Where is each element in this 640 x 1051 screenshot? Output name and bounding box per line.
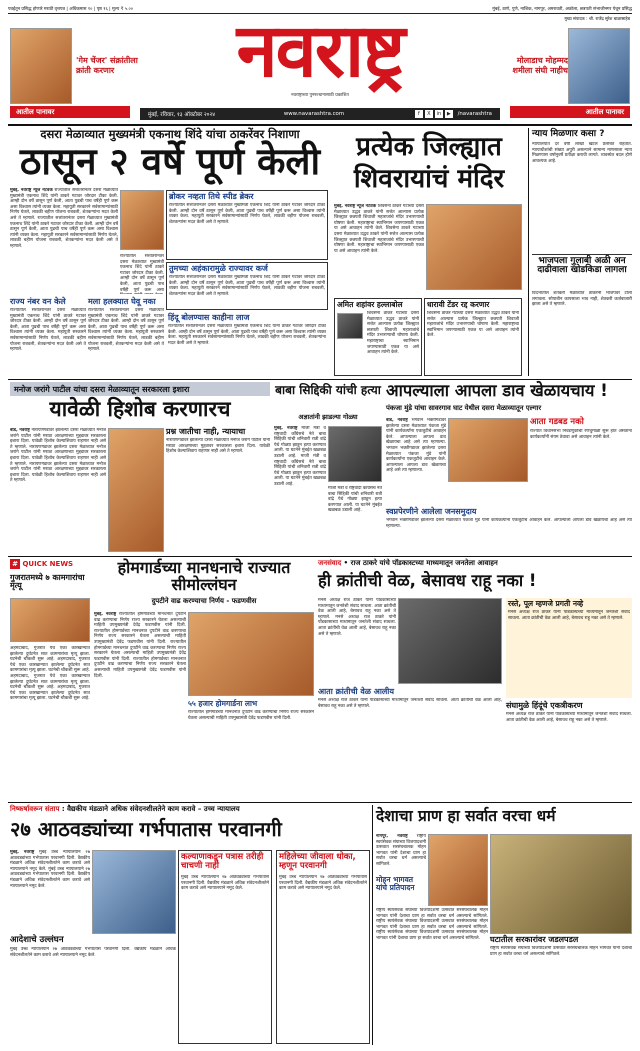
quicknews-headline[interactable]: गुजरातमध्ये ७ कामगारांचा मृत्यू <box>10 573 85 591</box>
raj-label: जनसंवाद <box>318 559 342 567</box>
left-promo-subtag[interactable]: आतील पानावर <box>10 106 130 118</box>
section-divider-2 <box>8 556 632 557</box>
website-link[interactable]: www.navarashtra.com <box>283 111 345 117</box>
raj-sub-story-1: आता क्रांतीची वेळ आलीय मनसे अध्यक्ष राज ठाकरे यांनी पॉडकास्टच्या माध्यमातून जनतेशी संवाद साधला. आता क्रांतीची वेळ आली आहे, बेसावध राहू नका असे ते म्हणाले. <box>318 687 502 709</box>
x-icon[interactable]: X <box>425 110 433 118</box>
topline-left: पवईतून प्रसिद्ध होणारे मराठी वृत्तपत्र | अधिकमास १० | पृष्ठ १६ | मूल्य ₹ ५.०० <box>8 6 134 12</box>
left-promo-text[interactable]: 'गेम चेंजर' संक्रांतीला क्रांती करणार <box>76 56 138 75</box>
homeguard-sub: दुपटीने वाढ करण्याचा निर्णय - फडणवीस <box>151 597 257 605</box>
lead-body-col2: राज्यातील सत्तांतरानंतर दसरा मेळाव्यात मुख्यमंत्री एकनाथ शिंदे यांनी ठाकरे गटावर जोरदार टीका केली. आम्ही दोन वर्षे ठासून पूर्ण केली, आता पुढची पाच वर्षेही पूर्ण करू असा <box>120 254 164 293</box>
lead-kicker: दसरा मेळाव्यात मुख्यमंत्री एकनाथ शिंदे यांचा ठाकरेंवर निशाणा <box>40 127 300 141</box>
box2-head: तुमच्या अहंकारामुळे राज्यावर कर्ज <box>169 264 268 273</box>
lead-byline: मुंबई, नवराष्ट्र न्यूज नेटवर्क <box>10 188 53 193</box>
siddiqui-sub: अज्ञातांनी झाडल्या गोळ्या <box>298 413 358 421</box>
rss-headline[interactable]: देशाचा प्राण हा सर्वात वरचा धर्म <box>376 807 556 825</box>
shivaray-headline-2[interactable]: शिवरायांचं मंदिर <box>353 164 505 194</box>
pankaja-body: बीड, नवराष्ट्र भगवान भक्तीगडावर झालेल्या दसरा मेळाव्यात पंकजा मुंडे यांनी कार्यकर्त्यांना एकजुटीचे आवाहन केले. आपल्याला आपला डाव खेळायचा आहे असे त्या म्हणाल्या. भगवान भक्तीगडावर झालेल्या दसरा मेळाव्यात पंकजा मुंडे यांनी कार्यकर्त्यांना एकजुटीचे आवाहन केले. आपल्याला आपला डाव खेळायचा आहे असे त्या म्हणाल्या. <box>386 418 446 474</box>
shivaray-sub2: धारावी टेंडर रद्द करणार <box>427 300 490 309</box>
social-handle[interactable]: /navarashtra <box>457 111 492 117</box>
shivaray-headline-1[interactable]: प्रत्येक जिल्ह्यात <box>356 132 502 162</box>
siddiqui-photo <box>328 426 382 482</box>
col-head-halkyat: मला हलक्यात घेवू नका <box>88 297 156 306</box>
court-sub2: कल्याणाकडून पत्रास तरीही चाचणी नाही <box>181 852 264 871</box>
lead-headline[interactable]: ठासून २ वर्षे पूर्ण केली <box>19 140 321 183</box>
pankaja-side: आता गडबड नको राज्यात विधानसभा निवडणुकीची रणधुमाळी सुरू होत असताना कार्यकर्त्यांनी संयम ठेवावा असे आवाहन त्यांनी केले. <box>530 417 632 440</box>
pankaja-side-title: आता गडबड नको <box>530 417 584 427</box>
shinde-photo <box>120 190 164 250</box>
raj-body: मनसे अध्यक्ष राज ठाकरे यांनी पॉडकास्टच्या माध्यमातून जनतेशी संवाद साधला. आता क्रांतीची वेळ आली आहे, बेसावध राहू नका असे ते म्हणाले. मनसे अध्यक्ष राज ठाकरे यांनी पॉडकास्टच्या माध्यमातून जनतेशी संवाद साधला. आता क्रांतीची वेळ आली आहे, बेसावध राहू नका असे ते म्हणाले. <box>318 598 396 637</box>
fadnavis-photo <box>188 612 314 696</box>
raj-sub2: रस्ते, पूल म्हणजे प्रगती नव्हे <box>508 599 584 608</box>
rss-sub: घटातील सरकारांवर जडलपडल <box>490 935 579 944</box>
jarange-photo <box>108 428 164 552</box>
left-promo-photo <box>10 28 72 104</box>
raj-kicker: राज ठाकरे यांचे पॉडकास्टच्या माध्यमातून जनतेला आवाहन <box>350 559 498 567</box>
court-sub1: आदेशाचे उल्लंघन <box>10 935 64 945</box>
shivaray-sub-box-2: धारावी टेंडर रद्द करणार शिवसेना ठाकरे गटाच्या दसरा मेळाव्यात उद्धव ठाकरे यांनी सत्तेत आल्यास प्रत्येक जिल्ह्यात छत्रपती शिवाजी महाराजांचे मंदिर उभारण्याची घोषणा केली. महाराष्ट्राचा स्वाभिमान जपण्यासाठी एकत्र या असे आवाहन त्यांनी केले. <box>424 298 522 376</box>
court-headline[interactable]: २७ आठवड्यांच्या गर्भपातास परवानगी <box>10 817 282 841</box>
rss-speaker: मोहन भागवत यांचे प्रतिपादन <box>376 875 415 892</box>
facebook-icon[interactable]: f <box>415 110 423 118</box>
pankaja-kicker: पंकजा मुंडे यांचा सावरगाव घाट येथील दसरा मेळाव्यातून एल्गार <box>386 404 542 412</box>
rss-sub-story: घटातील सरकारांवर जडलपडल राष्ट्रीय स्वयंसेवक संघाच्या विजयादशमी उत्सवात सरसंघचालक मोहन भागवत यांनी देशाचा प्राण हा सर्वात वरचा धर्म असल्याचे सांगितले. <box>490 935 632 957</box>
section-divider-1 <box>8 379 632 380</box>
raj-photo <box>398 598 502 684</box>
shivaray-sub-box-1: अमित शहांवर हल्लाबोल शिवसेना ठाकरे गटाच्या दसरा मेळाव्यात उद्धव ठाकरे यांनी सत्तेत आल्यास प्रत्येक जिल्ह्यात छत्रपती शिवाजी महाराजांचे मंदिर उभारण्याची घोषणा केली. महाराष्ट्राचा स्वाभिमान जपण्यासाठी एकत्र या असे आवाहन त्यांनी केले. <box>334 298 422 376</box>
quicknews-label: # QUICK NEWS <box>10 559 90 571</box>
shah-photo <box>337 313 363 339</box>
court-label: निष्कर्षावरून संताप <box>10 805 60 813</box>
rss-body-2: राष्ट्रीय स्वयंसेवक संघाच्या विजयादशमी उत्सवात सरसंघचालक मोहन भागवत यांनी देशाचा प्राण हा सर्वात वरचा धर्म असल्याचे सांगितले. राष्ट्रीय स्वयंसेवक संघाच्या विजयादशमी उत्सवात सरसंघचालक मोहन भागवत यांनी देशाचा प्राण हा सर्वात वरचा धर्म असल्याचे सांगितले. राष्ट्रीय स्वयंसेवक संघाच्या विजयादशमी उत्सवात सरसंघचालक मोहन भागवत यांनी देशाचा प्राण हा सर्वात वरचा धर्म असल्याचे सांगितले. <box>376 908 488 941</box>
raj-headline[interactable]: ही क्रांतीची वेळ, बेसावध राहू नका ! <box>318 571 537 590</box>
siddiqui-body: मुंबई, नवराष्ट्र माजी मंत्री व राष्ट्रवादी काँग्रेसचे नेते बाबा सिद्दिकी यांची शनिवारी रात्री वांद्रे येथे गोळ्या झाडून हत्या करण्यात आली. या घटनेने मुंबईत खळबळ उडाली आहे. माजी मंत्री व राष्ट्रवादी काँग्रेसचे नेते बाबा सिद्दिकी यांची शनिवारी रात्री वांद्रे येथे गोळ्या झाडून हत्या करण्यात आली. या घटनेने मुंबईत खळबळ उडाली आहे. <box>274 426 326 487</box>
homeguard-body: मुंबई, नवराष्ट्र राज्यातील होमगार्डच्या मानधनात दुपटीने वाढ करण्याचा निर्णय राज्य सरकारने घेतला असल्याची माहिती उपमुख्यमंत्री देवेंद्र फडणवीस यांनी दिली. राज्यातील होमगार्डच्या मानधनात दुपटीने वाढ करण्याचा निर्णय राज्य सरकारने घेतला असल्याची माहिती उपमुख्यमंत्री देवेंद्र फडणवीस यांनी दिली. राज्यातील होमगार्डच्या मानधनात दुपटीने वाढ करण्याचा निर्णय राज्य सरकारने घेतला असल्याची माहिती उपमुख्यमंत्री देवेंद्र फडणवीस यांनी दिली. राज्यातील होमगार्डच्या मानधनात दुपटीने वाढ करण्याचा निर्णय राज्य सरकारने घेतला असल्याची माहिती उपमुख्यमंत्री देवेंद्र फडणवीस यांनी दिली. <box>94 612 186 679</box>
sidebar-sub-head[interactable]: भाजपला गुलाबी अळी अन दाढीवाला खोडकिडा लागला <box>537 256 627 276</box>
sidebar-title[interactable]: न्याय मिळणार कसा ? <box>532 129 605 139</box>
newspaper-logo[interactable]: नवराष्ट्र <box>236 8 404 94</box>
topline-right: मुंबई, ठाणे, पुणे, नाशिक, नागपूर, अमरावती, अकोला, छत्रपती संभाजीनगर येथून प्रसिद्ध <box>492 6 632 12</box>
raj-sidebox: रस्ते, पूल म्हणजे प्रगती नव्हे मनसे अध्यक्ष राज ठाकरे यांनी पॉडकास्टच्या माध्यमातून जनतेशी संवाद साधला. आता क्रांतीची वेळ आली आहे, बेसावध राहू नका असे ते म्हणाले. <box>506 598 632 698</box>
quicknews-body: अहमदाबाद, गुजरात येथे एका कारखान्यात झालेल्या दुर्घटनेत सात कामगारांचा मृत्यू झाला. घटनेची चौकशी सुरू आहे. अहमदाबाद, गुजरात येथे एका कारखान्यात झालेल्या दुर्घटनेत सात कामगारांचा मृत्यू झाला. घटनेची चौकशी सुरू आहे. अहमदाबाद, गुजरात येथे एका कारखान्यात झालेल्या दुर्घटनेत सात कामगारांचा मृत्यू झाला. घटनेची चौकशी सुरू आहे. अहमदाबाद, गुजरात येथे एका कारखान्यात झालेल्या दुर्घटनेत सात कामगारांचा मृत्यू झाला. घटनेची चौकशी सुरू आहे. <box>10 646 90 702</box>
masthead-divider <box>8 124 632 126</box>
sidebar-editorial: न्याय मिळणार कसा ? न्यायालयात दर वर्षी लाखो खटले प्रलंबित राहतात. न्यायाधीशांची संख्या अपुरी असल्याने सामान्य माणसाला न्याय मिळण्यास वर्षानुवर्षे प्रतीक्षा करावी लागते. व्यवस्थेत बदल होणे आवश्यक आहे. <box>532 129 632 164</box>
court-photo <box>92 850 176 934</box>
court-kicker: वैद्यकीय मंडळाने अधिक संवेदनशीलतेने काम करावे – उच्च न्यायालय <box>67 805 240 813</box>
raj-sub1: आता क्रांतीची वेळ आलीय <box>318 687 395 696</box>
court-body: मुंबई, नवराष्ट्र मुंबई उच्च न्यायालयाने २७ आठवड्यांच्या गर्भपातास परवानगी दिली. वैद्यकीय मंडळाने अधिक संवेदनशीलतेने काम करावे असे न्यायालयाने नमूद केले. मुंबई उच्च न्यायालयाने २७ आठवड्यांच्या गर्भपातास परवानगी दिली. वैद्यकीय मंडळाने अधिक संवेदनशीलतेने काम करावे असे न्यायालयाने नमूद केले. <box>10 850 90 889</box>
court-kicker-line: निष्कर्षावरून संताप : वैद्यकीय मंडळाने अधिक संवेदनशीलतेने काम करावे – उच्च न्यायालय <box>10 805 240 813</box>
pankaja-photo <box>448 418 528 482</box>
homeguard-stat: ५५ हजार होमगार्डना लाभ <box>188 699 258 708</box>
court-sub-box-3: महिलेच्या जीवाला धोका, म्हणून परवानगी मुंबई उच्च न्यायालयाने २७ आठवड्यांच्या गर्भपातास परवानगी दिली. वैद्यकीय मंडळाने अधिक संवेदनशीलतेने काम करावे असे न्यायालयाने नमूद केले. <box>276 850 370 1044</box>
raj-kicker-line: जनसंवाद • राज ठाकरे यांचे पॉडकास्टच्या माध्यमातून जनतेला आवाहन <box>318 559 498 567</box>
bhagwat-photo <box>428 834 488 906</box>
lead-box-2: तुमच्या अहंकारामुळे राज्यावर कर्ज राज्यातील सत्तांतरानंतर दसरा मेळाव्यात मुख्यमंत्री एकनाथ शिंदे यांनी ठाकरे गटावर जोरदार टीका केली. आम्ही दोन वर्षे ठासून पूर्ण केली, आता पुढची पाच वर्षेही पूर्ण करू असा विश्वास त्यांनी व्यक्त केला. महायुती सरकारने सर्वसामान्यांसाठी निर्णय घेतले, लाडकी बहीण योजना राबवली, शेतकऱ्यांना मदत केली असे ते म्हणाले. <box>166 262 328 310</box>
box1-head: ब्रोकर नव्हता तिथे स्पीड ब्रेकर <box>169 192 254 201</box>
jarange-sub-story: प्रश्न जातीचा नाही, न्यायाचा नारायणगडावर झालेल्या दसरा मेळाव्यात मनोज जरांगे पाटील यांनी मराठा आरक्षणाच्या मुद्द्यावर सरकारला इशारा दिला. यावेळी हिशोब केल्याशिवाय राहणार नाही असे ते म्हणाले. <box>166 427 270 455</box>
lead-col-a: राज्य नंबर वन केले राज्यातील सत्तांतरानंतर दसरा मेळाव्यात मुख्यमंत्री एकनाथ शिंदे यांनी ठाकरे गटावर जोरदार टीका केली. आम्ही दोन वर्षे ठासून पूर्ण केली, आता पुढची पाच वर्षेही पूर्ण करू असा विश्वास त्यांनी व्यक्त केला. महायुती सरकारने सर्वसामान्यांसाठी निर्णय घेतले, लाडकी बहीण योजना राबवली, शेतकऱ्यांना मदत केली असे ते म्हणाले. <box>10 297 86 353</box>
pankaja-headline[interactable]: आपल्याला आपला डाव खेळायचाय ! <box>386 381 608 400</box>
social-icons <box>413 110 492 118</box>
col-head-rajya: राज्य नंबर वन केले <box>10 297 66 306</box>
rss-parade-photo <box>490 834 632 934</box>
pankaja-sub1: स्वप्नपेरणीने आलेला जनसमुदाय <box>386 507 477 516</box>
hash-icon: # <box>10 559 20 569</box>
court-sub3: महिलेच्या जीवाला धोका, म्हणून परवानगी <box>279 852 356 871</box>
lead-col-b: मला हलक्यात घेवू नका राज्यातील सत्तांतरानंतर दसरा मेळाव्यात मुख्यमंत्री एकनाथ शिंदे यांनी ठाकरे गटावर जोरदार टीका केली. आम्ही दोन वर्षे ठासून पूर्ण केली, आता पुढची पाच वर्षेही पूर्ण करू असा विश्वास त्यांनी व्यक्त केला. महायुती सरकारने सर्वसामान्यांसाठी निर्णय घेतले, लाडकी बहीण योजना राबवली, शेतकऱ्यांना मदत केली असे ते म्हणाले. <box>88 297 164 353</box>
sidebar-story: भाजपला गुलाबी अळी अन दाढीवाला खोडकिडा लागला विदर्भातील शेतकरी मेळाव्यात ठाकरेंनी भाजपवर टोला लगावला. सोयाबीन कापसाला भाव नाही, शेतकरी कर्जबाजारी झाला असे ते म्हणाले. <box>532 254 632 376</box>
instagram-icon[interactable]: in <box>436 111 442 117</box>
shivaray-sub1: अमित शहांवर हल्लाबोल <box>337 300 403 309</box>
logo-tagline: नवराष्ट्राच्या पुनरुत्थानासाठी प्रकाशित <box>291 93 349 98</box>
jarange-body: बीड, नवराष्ट्र नारायणगडावर झालेल्या दसरा मेळाव्यात मनोज जरांगे पाटील यांनी मराठा आरक्षणाच्या मुद्द्यावर सरकारला इशारा दिला. यावेळी हिशोब केल्याशिवाय राहणार नाही असे ते म्हणाले. नारायणगडावर झालेल्या दसरा मेळाव्यात मनोज जरांगे पाटील यांनी मराठा आरक्षणाच्या मुद्द्यावर सरकारला इशारा दिला. यावेळी हिशोब केल्याशिवाय राहणार नाही असे ते म्हणाले. नारायणगडावर झालेल्या दसरा मेळाव्यात मनोज जरांगे पाटील यांनी मराठा आरक्षणाच्या मुद्द्यावर सरकारला इशारा दिला. यावेळी हिशोब केल्याशिवाय राहणार नाही असे ते म्हणाले. <box>10 428 106 484</box>
right-promo-photo <box>568 28 630 104</box>
raj-sub-story-3: संघामुळे हिंदूंचे एकत्रीकरण मनसे अध्यक्ष राज ठाकरे यांनी पॉडकास्टच्या माध्यमातून जनतेशी संवाद साधला. आता क्रांतीची वेळ आली आहे, बेसावध राहू नका असे ते म्हणाले. <box>506 701 632 723</box>
siddiqui-headline[interactable]: बाबा सिद्दिकी यांची हत्या <box>275 383 381 397</box>
dateline-date: मुंबई, रविवार, १३ ऑक्टोबर २०२४ <box>148 112 216 118</box>
lead-box-1: ब्रोकर नव्हता तिथे स्पीड ब्रेकर राज्यातील सत्तांतरानंतर दसरा मेळाव्यात मुख्यमंत्री एकनाथ शिंदे यांनी ठाकरे गटावर जोरदार टीका केली. आम्ही दोन वर्षे ठासून पूर्ण केली, आता पुढची पाच वर्षेही पूर्ण करू असा विश्वास त्यांनी व्यक्त केला. महायुती सरकारने सर्वसामान्यांसाठी निर्णय घेतले, लाडकी बहीण योजना राबवली, शेतकऱ्यांना मदत केली असे ते म्हणाले. <box>166 190 328 260</box>
rss-divider <box>372 805 373 1045</box>
sidebar-divider <box>528 128 529 376</box>
editor-line: मुख्य संपादक : श्री. राजेंद्र सुरेश बाळासाहेब <box>564 16 630 21</box>
homeguard-stat-box: ५५ हजार होमगार्डना लाभ राज्यातील होमगार्डच्या मानधनात दुपटीने वाढ करण्याचा निर्णय राज्य सरकारने घेतला असल्याची माहिती उपमुख्यमंत्री देवेंद्र फडणवीस यांनी दिली. <box>188 699 314 721</box>
rss-body: नागपूर, नवराष्ट्र राष्ट्रीय स्वयंसेवक संघाच्या विजयादशमी उत्सवात सरसंघचालक मोहन भागवत यांनी देशाचा प्राण हा सर्वात वरचा धर्म असल्याचे सांगितले. <box>376 834 426 867</box>
box3-head: हिंदू बोलण्यास काहीना लाज <box>168 313 250 322</box>
dateline-bar <box>140 108 500 120</box>
siddiqui-body-2: माजी मंत्री व राष्ट्रवादी काँग्रेसचे नेते बाबा सिद्दिकी यांची शनिवारी रात्री वांद्रे येथे गोळ्या झाडून हत्या करण्यात आली. या घटनेने मुंबईत खळबळ उडाली आहे. <box>328 486 382 514</box>
jarange-headline[interactable]: यावेळी हिशोब करणारच <box>49 397 231 421</box>
right-promo-subtag[interactable]: आतील पानावर <box>510 106 630 118</box>
uddhav-photo <box>426 204 522 290</box>
jarange-sub: प्रश्न जातीचा नाही, न्यायाचा <box>166 427 246 436</box>
lead-box-3: हिंदू बोलण्यास काहीना लाज राज्यातील सत्तांतरानंतर दसरा मेळाव्यात मुख्यमंत्री एकनाथ शिंदे यांनी ठाकरे गटावर जोरदार टीका केली. आम्ही दोन वर्षे ठासून पूर्ण केली, आता पुढची पाच वर्षेही पूर्ण करू असा विश्वास त्यांनी व्यक्त केला. महायुती सरकारने सर्वसामान्यांसाठी निर्णय घेतले, लाडकी बहीण योजना राबवली, शेतकऱ्यांना मदत केली असे ते म्हणाले. <box>168 313 326 346</box>
raj-sub3: संघामुळे हिंदूंचे एकत्रीकरण <box>506 701 583 710</box>
court-sub-box-2: कल्याणाकडून पत्रास तरीही चाचणी नाही मुंबई उच्च न्यायालयाने २७ आठवड्यांच्या गर्भपातास परवानगी दिली. वैद्यकीय मंडळाने अधिक संवेदनशीलतेने काम करावे असे न्यायालयाने नमूद केले. <box>178 850 272 1044</box>
youtube-icon[interactable]: ▶ <box>445 110 453 118</box>
pankaja-sub-story: स्वप्नपेरणीने आलेला जनसमुदाय भगवान भक्तीगडावर झालेल्या दसरा मेळाव्यात पंकजा मुंडे यांनी कार्यकर्त्यांना एकजुटीचे आवाहन केले. आपल्याला आपला डाव खेळायचा आहे असे त्या म्हणाल्या. <box>386 507 632 529</box>
lead-body: मुंबई, नवराष्ट्र न्यूज नेटवर्क राज्यातील सत्तांतरानंतर दसरा मेळाव्यात मुख्यमंत्री एकनाथ शिंदे यांनी ठाकरे गटावर जोरदार टीका केली. आम्ही दोन वर्षे ठासून पूर्ण केली, आता पुढची पाच वर्षेही पूर्ण करू असा विश्वास त्यांनी व्यक्त केला. महायुती सरकारने सर्वसामान्यांसाठी निर्णय घेतले, लाडकी बहीण योजना राबवली, शेतकऱ्यांना मदत केली असे ते म्हणाले. राज्यातील सत्तांतरानंतर दसरा मेळाव्यात मुख्यमंत्री एकनाथ शिंदे यांनी ठाकरे गटावर जोरदार टीका केली. आम्ही दोन वर्षे ठासून पूर्ण केली, आता पुढची पाच वर्षेही पूर्ण करू असा विश्वास त्यांनी व्यक्त केला. महायुती सरकारने सर्वसामान्यांसाठी निर्णय घेतले, लाडकी बहीण योजना राबवली, शेतकऱ्यांना मदत केली असे ते म्हणाले. <box>10 188 118 249</box>
court-sub-story-1: आदेशाचे उल्लंघन मुंबई उच्च न्यायालयाने २७ आठवड्यांच्या गर्भपातास परवानगी दिली. वैद्यकीय मंडळाने अधिक संवेदनशीलतेने काम करावे असे न्यायालयाने नमूद केले. <box>10 935 176 958</box>
right-promo-text[interactable]: मोलाडाच मोहम्मद शमीला संघी नाहीच <box>512 56 568 75</box>
jarange-kicker: मनोज जरांगे पाटील यांचा दसरा मेळाव्यातून सरकारला इशारा <box>10 382 270 396</box>
section-divider-3 <box>8 802 632 803</box>
homeguard-headline[interactable]: होमगार्डच्या मानधनाचे राज्यात सीमोल्लंघन <box>117 558 291 594</box>
shivaray-body: मुंबई, नवराष्ट्र न्यूज नेटवर्क शिवसेना ठाकरे गटाच्या दसरा मेळाव्यात उद्धव ठाकरे यांनी सत्तेत आल्यास प्रत्येक जिल्ह्यात छत्रपती शिवाजी महाराजांचे मंदिर उभारण्याची घोषणा केली. महाराष्ट्राचा स्वाभिमान जपण्यासाठी एकत्र या असे आवाहन त्यांनी केले. शिवसेना ठाकरे गटाच्या दसरा मेळाव्यात उद्धव ठाकरे यांनी सत्तेत आल्यास प्रत्येक जिल्ह्यात छत्रपती शिवाजी महाराजांचे मंदिर उभारण्याची घोषणा केली. महाराष्ट्राचा स्वाभिमान जपण्यासाठी एकत्र या असे आवाहन त्यांनी केले. <box>334 204 424 254</box>
quicknews-photo <box>10 598 90 642</box>
